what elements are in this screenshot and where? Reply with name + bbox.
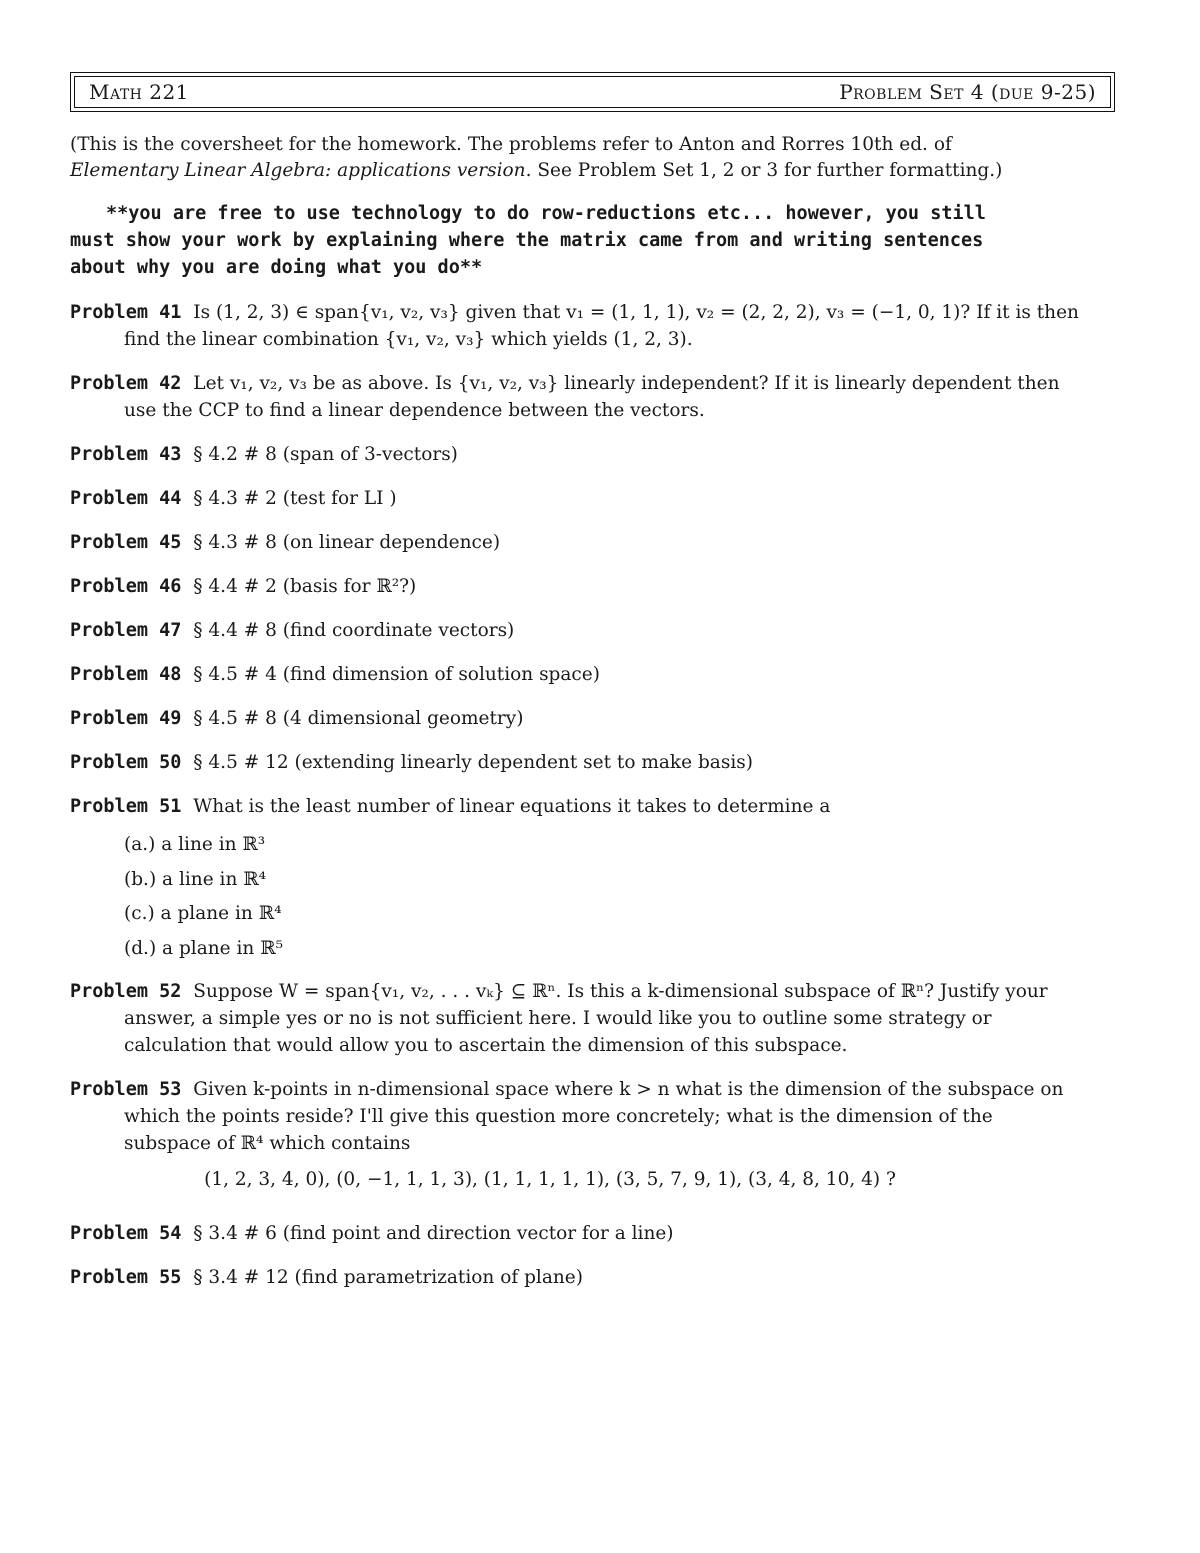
problem-text: § 4.5 # 4 (find dimension of solution space): [193, 664, 600, 685]
problem-text: § 4.2 # 8 (span of 3-vectors): [193, 444, 458, 465]
problem-41: [70, 299, 1084, 353]
list-item: (d.) a plane in ℝ⁵: [124, 937, 283, 959]
intro-text-after: . See Problem Set 1, 2 or 3 for further formatting.): [525, 160, 1003, 181]
intro-book-title: Elementary Linear Algebra: applications version: [70, 160, 526, 181]
problem-text: Is (1, 2, 3) ∈ span{v₁, v₂, v₃} given that v₁ = (1, 1, 1), v₂ = (2, 2, 2), v₃ = (−1, 0, 1)? If it is then find the linear combination {v₁, v₂, v₃} which yields (1, 2, 3).: [124, 302, 1079, 350]
problem-label: Problem 44: [70, 488, 182, 509]
problem-49: [70, 705, 1030, 732]
homework-page: [70, 72, 1115, 1291]
problem-43: [70, 441, 1030, 468]
problem-label: Problem 49: [70, 708, 182, 729]
header-box: [70, 72, 1115, 112]
problem-42: [70, 370, 1084, 424]
problem-55: [70, 1264, 1030, 1291]
problem-text: § 4.5 # 12 (extending linearly dependent set to make basis): [193, 752, 753, 773]
problem-label: Problem 51: [70, 796, 182, 817]
problem-label: Problem 50: [70, 752, 182, 773]
problem-label: Problem 45: [70, 532, 182, 553]
problem-label: Problem 55: [70, 1267, 182, 1288]
problem-label: Problem 47: [70, 620, 182, 641]
problem-53-points: (1, 2, 3, 4, 0), (0, −1, 1, 1, 3), (1, 1, 1, 1, 1), (3, 5, 7, 9, 1), (3, 4, 8, 10, 4) ?: [204, 1169, 896, 1190]
problem-48: [70, 661, 1030, 688]
problem-text: § 4.3 # 2 (test for LI ): [193, 488, 397, 509]
problem-label: Problem 43: [70, 444, 182, 465]
intro-paragraph: [70, 132, 1030, 184]
list-item: (c.) a plane in ℝ⁴: [124, 903, 282, 924]
list-item: (a.) a line in ℝ³: [124, 834, 266, 855]
problem-51-items: [124, 828, 1115, 966]
header-inner: [74, 76, 1111, 108]
problem-text: Given k-points in n-dimensional space where k > n what is the dimension of the subspace on which the points reside? I'll give this question more concretely; what is the dimension of the subspace of ℝ⁴ which contains: [124, 1079, 1064, 1154]
problem-text: § 4.4 # 8 (find coordinate vectors): [193, 620, 515, 641]
problem-52: [70, 978, 1084, 1059]
problem-label: Problem 46: [70, 576, 182, 597]
problem-label: Problem 42: [70, 373, 182, 394]
problem-54: [70, 1220, 1030, 1247]
problem-label: Problem 53: [70, 1079, 182, 1100]
technology-note: **you are free to use technology to do row-reductions etc... however, you still must show your work by explaining where the matrix came from and writing sentences about why you are doing what you do**: [70, 203, 986, 278]
problem-50: [70, 749, 1030, 776]
problem-text: What is the least number of linear equations it takes to determine a: [193, 796, 831, 817]
problem-44: [70, 485, 1030, 512]
problem-51: [70, 793, 1030, 820]
problem-45: [70, 529, 1030, 556]
problem-text: § 4.5 # 8 (4 dimensional geometry): [193, 708, 524, 729]
problem-label: Problem 41: [70, 302, 182, 323]
problem-text: § 3.4 # 12 (find parametrization of plane): [193, 1267, 583, 1288]
problem-text: § 3.4 # 6 (find point and direction vector for a line): [193, 1223, 674, 1244]
problem-47: [70, 617, 1030, 644]
problem-text: § 4.3 # 8 (on linear dependence): [193, 532, 501, 553]
course-title: Math 221: [89, 80, 189, 104]
problem-label: Problem 48: [70, 664, 182, 685]
problem-text: Let v₁, v₂, v₃ be as above. Is {v₁, v₂, v₃} linearly independent? If it is linearly dependent then use the CCP to find a linear dependence between the vectors.: [124, 373, 1060, 421]
intro-text-before: (This is the coversheet for the homework. The problems refer to Anton and Rorres 10th ed. of: [70, 134, 952, 155]
problem-set-title: Problem Set 4 (due 9-25): [839, 80, 1096, 104]
problem-53: [70, 1076, 1084, 1157]
problem-text: Suppose W = span{v₁, v₂, . . . vₖ} ⊆ ℝⁿ. Is this a k-dimensional subspace of ℝⁿ? Justify your answer, a simple yes or no is not sufficient here. I would like you to outline some strategy or calculation that would allow you to ascertain the dimension of this subspace.: [124, 981, 1048, 1056]
list-item: (b.) a line in ℝ⁴: [124, 868, 267, 890]
problem-label: Problem 54: [70, 1223, 182, 1244]
problem-text: § 4.4 # 2 (basis for ℝ²?): [193, 576, 417, 597]
problem-46: [70, 573, 1030, 600]
problem-label: Problem 52: [70, 981, 182, 1002]
